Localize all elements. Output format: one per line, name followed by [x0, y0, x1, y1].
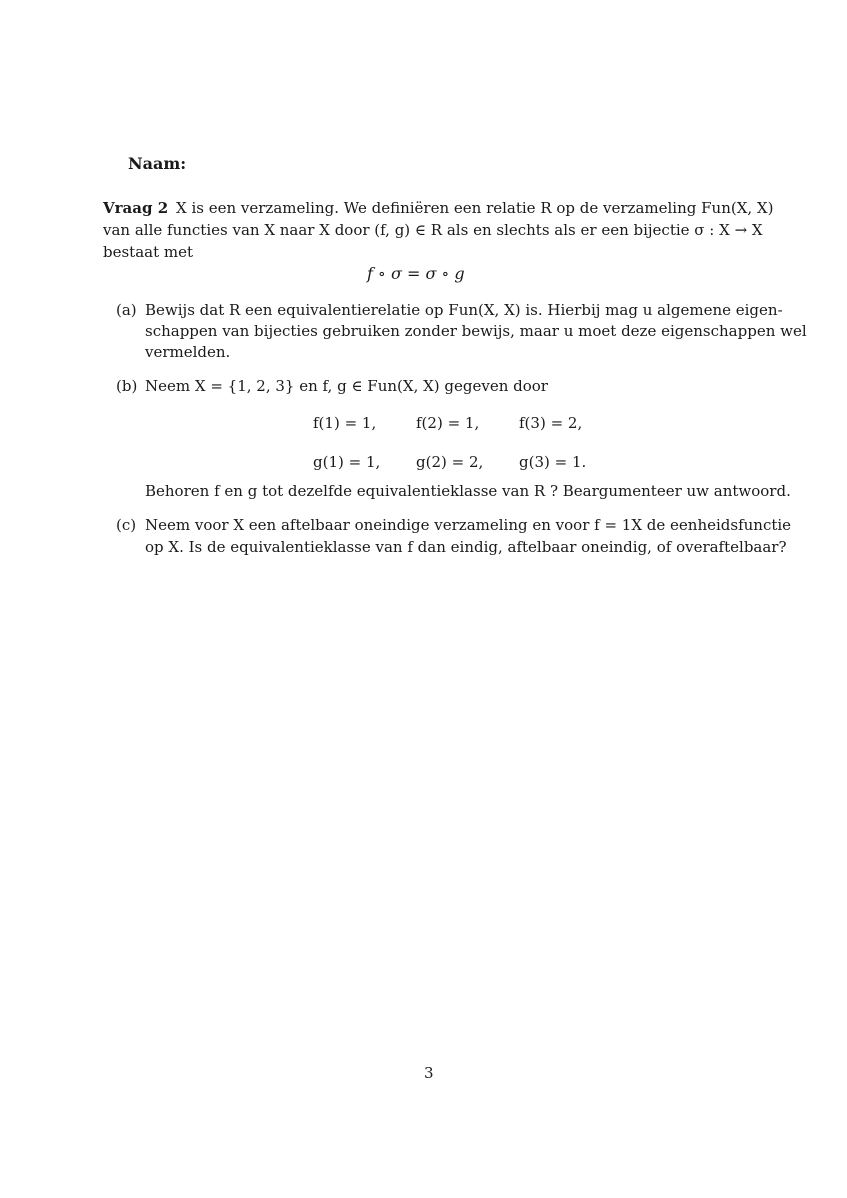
- part-c-line-1: Neem voor X een aftelbaar oneindige verzameling en voor f = 1X de eenheidsfunctie: [145, 516, 792, 534]
- part-c-label: (c): [116, 516, 137, 534]
- g-value-2: g(2) = 2,: [416, 453, 484, 471]
- g-value-1: g(1) = 1,: [313, 453, 381, 471]
- question-line-1: X is een verzameling. We definiëren een relatie R op de verzameling Fun(X, X): [176, 199, 774, 217]
- definition-formula: f ∘ σ = σ ∘ g: [367, 264, 465, 283]
- question-number: Vraag 2: [103, 199, 169, 217]
- f-value-2: f(2) = 1,: [416, 414, 480, 432]
- part-a-line-3: vermelden.: [145, 343, 231, 361]
- part-b-question: Behoren f en g tot dezelfde equivalentieklasse van R ? Beargumenteer uw antwoord.: [145, 482, 791, 500]
- part-a-line-1: Bewijs dat R een equivalentierelatie op Fun(X, X) is. Hierbij mag u algemene eigen-: [145, 301, 783, 319]
- f-value-1: f(1) = 1,: [313, 414, 377, 432]
- name-label: Naam:: [128, 154, 187, 173]
- part-a-label: (a): [116, 301, 137, 319]
- f-value-3: f(3) = 2,: [519, 414, 583, 432]
- page-number: 3: [424, 1064, 434, 1082]
- question-lead: [103, 199, 168, 217]
- question-line-2: van alle functies van X naar X door (f, g) ∈ R als en slechts als er een bijectie σ : X → X: [103, 221, 763, 239]
- question-line-3: bestaat met: [103, 243, 194, 261]
- part-a-line-2: schappen van bijecties gebruiken zonder bewijs, maar u moet deze eigenschappen wel: [145, 322, 807, 340]
- part-b-line-1: Neem X = {1, 2, 3} en f, g ∈ Fun(X, X) gegeven door: [145, 377, 548, 395]
- part-c-line-2: op X. Is de equivalentieklasse van f dan eindig, aftelbaar oneindig, of overaftelbaar?: [145, 538, 787, 556]
- part-b-label: (b): [116, 377, 138, 395]
- g-value-3: g(3) = 1.: [519, 453, 587, 471]
